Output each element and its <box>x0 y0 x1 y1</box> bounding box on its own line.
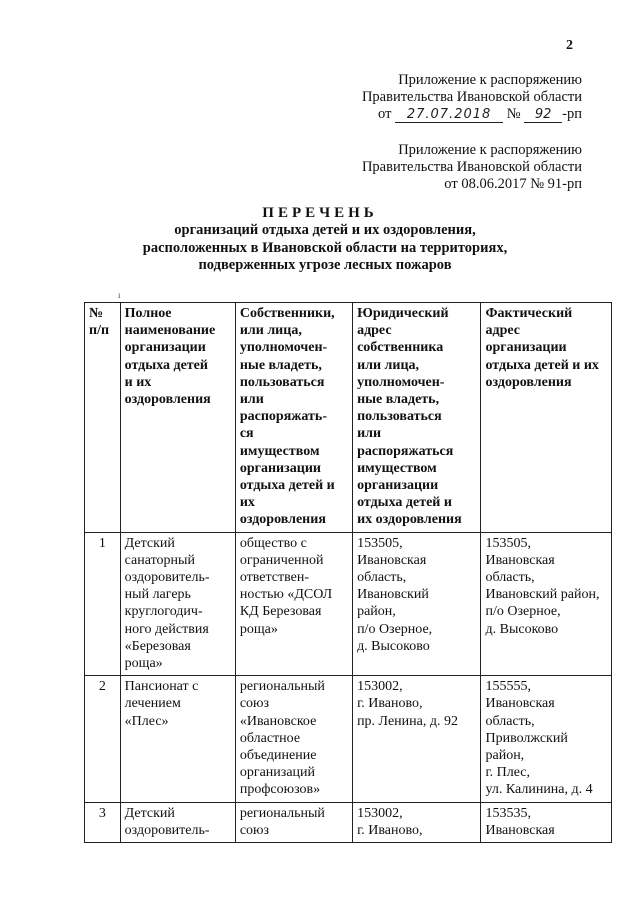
header-number <box>85 303 121 533</box>
cell-line: региональный <box>239 679 325 695</box>
cell-line: организаций <box>239 765 316 781</box>
legal-address <box>353 802 481 842</box>
legal-address <box>353 532 481 676</box>
tick-mark: ı <box>118 290 121 300</box>
cell-line: «Плес» <box>124 713 169 729</box>
cell-line: район, <box>357 604 396 620</box>
appendix-previous-line2: Правительства Ивановской области <box>361 159 582 175</box>
title-line-2: расположенных в Ивановской области на территориях, <box>142 239 508 256</box>
cell-line: ностью «ДСОЛ <box>239 587 333 603</box>
cell-line: или <box>357 426 382 442</box>
cell-line: роща» <box>239 621 278 637</box>
cell-line: распоряжаться <box>357 443 454 459</box>
row-number: 3 <box>85 802 121 842</box>
cell-line: или лица, <box>239 323 302 339</box>
cell-line: организации <box>357 478 439 494</box>
cell-line: пользоваться <box>239 374 325 390</box>
title-main: ПЕРЕЧЕНЬ <box>262 205 378 221</box>
cell-line: имуществом <box>357 460 437 476</box>
cell-line: «Березовая <box>124 638 191 654</box>
cell-line: д. Высоково <box>485 621 559 637</box>
cell-line: областное <box>239 730 301 746</box>
cell-line: Фактический <box>485 306 573 321</box>
org-name <box>120 676 235 802</box>
cell-line: ные владеть, <box>357 392 440 408</box>
cell-line: 153535, <box>485 805 531 821</box>
cell-line: роща» <box>124 656 163 672</box>
org-owner <box>235 676 352 802</box>
cell-line: организации <box>485 340 567 356</box>
cell-line: санаторный <box>124 552 195 568</box>
cell-line: КД Березовая <box>239 604 322 620</box>
date-prefix: от <box>378 106 392 122</box>
cell-line: 155555, <box>485 679 531 695</box>
row-number: 1 <box>85 532 121 676</box>
cell-line: союз <box>239 696 270 712</box>
cell-line: 153002, <box>357 805 403 821</box>
cell-line: Детский <box>124 805 175 821</box>
appendix-current-line1: Приложение к распоряжению <box>398 72 582 88</box>
cell-line: лечением <box>124 696 181 712</box>
row-number: 2 <box>85 676 121 802</box>
cell-line: п/о Озерное, <box>357 621 433 637</box>
cell-line: пользоваться <box>357 409 442 425</box>
cell-line: их <box>239 495 255 511</box>
cell-line: Ивановский район, <box>485 587 600 603</box>
appendix-previous-line3: от 08.06.2017 № 91-рп <box>444 176 582 192</box>
cell-line: собственника <box>357 340 444 356</box>
org-owner <box>235 532 352 676</box>
table-row <box>85 532 612 676</box>
cell-line: отдыха детей и их <box>485 357 599 373</box>
cell-line: 153505, <box>357 535 403 551</box>
cell-line: ного действия <box>124 621 209 637</box>
cell-line: ся <box>239 426 254 442</box>
cell-line: г. Плес, <box>485 765 531 781</box>
cell-line: и их <box>124 374 152 390</box>
cell-line: область, <box>357 570 407 586</box>
cell-line: их оздоровления <box>357 512 462 528</box>
cell-line: Пансионат с <box>124 679 199 695</box>
cell-line: распоряжать- <box>239 409 328 425</box>
cell-line: ул. Калинина, д. 4 <box>485 782 593 798</box>
header-legal-address <box>353 303 481 533</box>
cell-line: круглогодич- <box>124 604 203 620</box>
cell-line: оздоровитель- <box>124 822 210 838</box>
cell-line: № <box>89 306 104 321</box>
cell-line: г. Иваново, <box>357 696 423 712</box>
cell-line: оздоровитель- <box>124 570 210 586</box>
cell-line: общество с <box>239 535 307 551</box>
table-row <box>85 676 612 802</box>
cell-line: Полное <box>124 306 172 321</box>
cell-line: пр. Ленина, д. 92 <box>357 713 458 729</box>
cell-line: профсоюзов» <box>239 782 321 798</box>
cell-line: объединение <box>239 748 317 764</box>
cell-line: Ивановский <box>357 587 429 603</box>
cell-line: адрес <box>357 323 392 339</box>
cell-line: Ивановская <box>485 822 555 838</box>
organizations-table <box>84 302 612 843</box>
number-sign: № <box>506 106 521 122</box>
title-line-1: организаций отдыха детей и их оздоровления, <box>174 222 476 238</box>
appendix-previous-line1: Приложение к распоряжению <box>398 142 582 158</box>
cell-line: адрес <box>485 323 520 339</box>
cell-line: 153002, <box>357 679 403 695</box>
actual-address <box>481 676 612 802</box>
legal-address <box>353 676 481 802</box>
actual-address <box>481 532 612 676</box>
cell-line: Юридический <box>357 306 449 321</box>
cell-line: отдыха детей и <box>357 495 452 511</box>
cell-line: п/о Озерное, <box>485 604 561 620</box>
cell-line: отдыха детей и <box>239 478 335 494</box>
cell-line: д. Высоково <box>357 638 430 654</box>
cell-line: Ивановская <box>485 696 555 712</box>
cell-line: Приволжский <box>485 730 568 746</box>
cell-line: область, <box>485 570 535 586</box>
header-name <box>120 303 235 533</box>
title-line-3: подверженных угрозе лесных пожаров <box>198 257 452 273</box>
cell-line: уполномочен- <box>357 374 445 390</box>
cell-line: «Ивановское <box>239 713 317 729</box>
cell-line: ный лагерь <box>124 587 191 603</box>
header-actual-address <box>481 303 612 533</box>
cell-line: ные владеть, <box>239 357 322 373</box>
cell-line: оздоровления <box>239 512 326 528</box>
cell-line: оздоровления <box>485 374 572 390</box>
appendix-current-line2: Правительства Ивановской области <box>361 89 582 105</box>
cell-line: ответствен- <box>239 570 310 586</box>
table-row <box>85 802 612 842</box>
actual-address <box>481 802 612 842</box>
cell-line: организации <box>239 460 321 476</box>
cell-line: оздоровления <box>124 392 211 408</box>
cell-line: или <box>239 392 264 408</box>
cell-line: Собственники, <box>239 306 335 321</box>
org-name <box>120 532 235 676</box>
cell-line: организации <box>124 340 206 356</box>
cell-line: г. Иваново, <box>357 822 423 838</box>
cell-line: п/п <box>89 323 110 339</box>
handwritten-date: 27.07.2018 <box>395 108 503 123</box>
cell-line: область, <box>485 713 535 729</box>
org-name <box>120 802 235 842</box>
cell-line: Ивановская <box>485 552 555 568</box>
header-owner <box>235 303 352 533</box>
cell-line: уполномочен- <box>239 340 328 356</box>
table-header-row <box>85 303 612 533</box>
cell-line: район, <box>485 748 525 764</box>
cell-line: региональный <box>239 805 325 821</box>
cell-line: 153505, <box>485 535 531 551</box>
page-number: 2 <box>566 38 573 53</box>
cell-line: ограниченной <box>239 552 324 568</box>
org-owner <box>235 802 352 842</box>
cell-line: имуществом <box>239 443 320 459</box>
appendix-current <box>362 72 582 123</box>
number-suffix: -рп <box>562 106 582 122</box>
appendix-current-date-line <box>362 106 582 123</box>
cell-line: отдыха детей <box>124 357 208 373</box>
cell-line: или лица, <box>357 357 420 373</box>
appendix-previous <box>362 142 582 193</box>
cell-line: наименование <box>124 323 216 339</box>
cell-line: Ивановская <box>357 552 427 568</box>
cell-line: союз <box>239 822 270 838</box>
document-title <box>0 204 640 275</box>
cell-line: Детский <box>124 535 175 551</box>
handwritten-number: 92 <box>524 108 562 123</box>
